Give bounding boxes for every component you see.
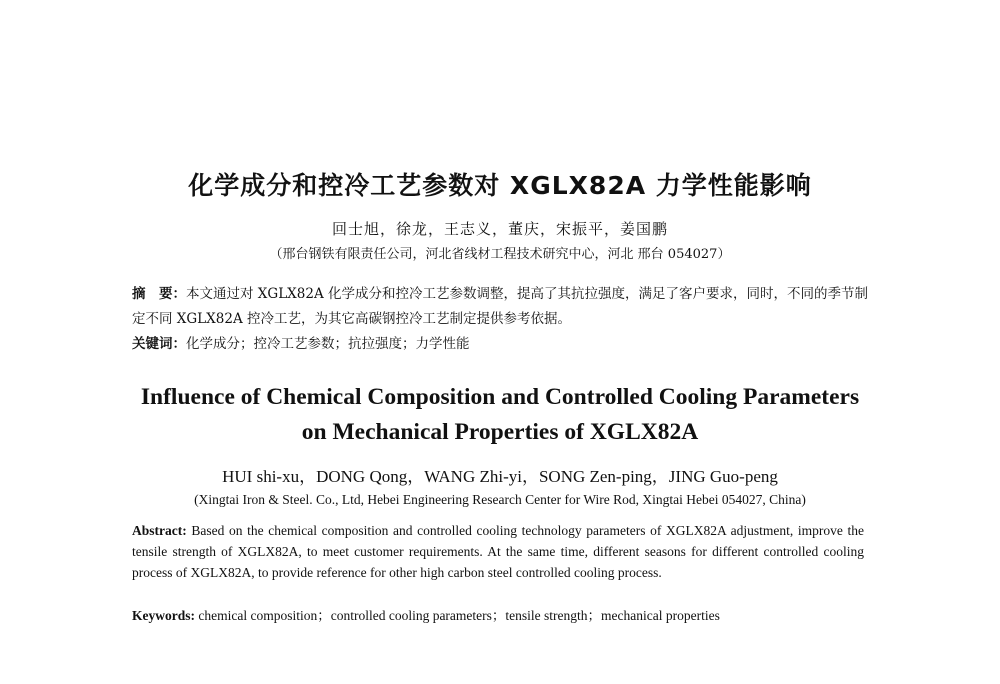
chinese-affiliation: （邢台钢铁有限责任公司，河北省线材工程技术研究中心，河北 邢台 054027） [269, 247, 731, 262]
chinese-abstract [132, 282, 868, 332]
english-keywords [132, 605, 864, 626]
chinese-authors: 回士旭，徐龙，王志义，董庆，宋振平，姜国鹏 [331, 220, 668, 238]
chinese-title: 化学成分和控冷工艺参数对 XGLX82A 力学性能影响 [188, 171, 812, 200]
english-authors: HUI shi-xu，DONG Qong，WANG Zhi-yi，SONG Zen-ping，JING Guo-peng [222, 467, 778, 486]
chinese-keywords-label: 关键词： [132, 336, 186, 352]
english-keywords-label: Keywords: [132, 608, 195, 623]
english-title [0, 380, 1000, 450]
chinese-abstract-text: 本文通过对 XGLX82A 化学成分和控冷工艺参数调整，提高了其抗拉强度，满足了客户要求，同时，不同的季节制定不同 XGLX82A 控冷工艺，为其它高碳钢控冷工艺制定提供参考依据。 [132, 286, 869, 327]
english-abstract-text: Based on the chemical composition and controlled cooling technology parameters of XGLX82A adjustment, improve the tensile strength of XGLX82A, to meet customer requirements. At the same time, different seasons for different controlled cooling process of XGLX82A, to provide reference for other high carbon steel controlled cooling process. [132, 523, 864, 580]
english-abstract-label: Abstract: [132, 523, 187, 538]
chinese-abstract-label: 摘 要： [132, 286, 187, 302]
english-title-line-1: Influence of Chemical Composition and Controlled Cooling Parameters [140, 384, 860, 410]
english-abstract [132, 520, 864, 583]
english-title-line-2: on Mechanical Properties of XGLX82A [301, 419, 699, 445]
english-keywords-text: chemical composition；controlled cooling parameters；tensile strength；mechanical properties [195, 608, 720, 623]
chinese-keywords-text: 化学成分；控冷工艺参数；抗拉强度；力学性能 [186, 336, 470, 352]
english-affiliation: (Xingtai Iron & Steel. Co., Ltd, Hebei Engineering Research Center for Wire Rod, Xingtai Hebei 054027, China) [194, 492, 806, 507]
chinese-keywords [132, 333, 868, 355]
